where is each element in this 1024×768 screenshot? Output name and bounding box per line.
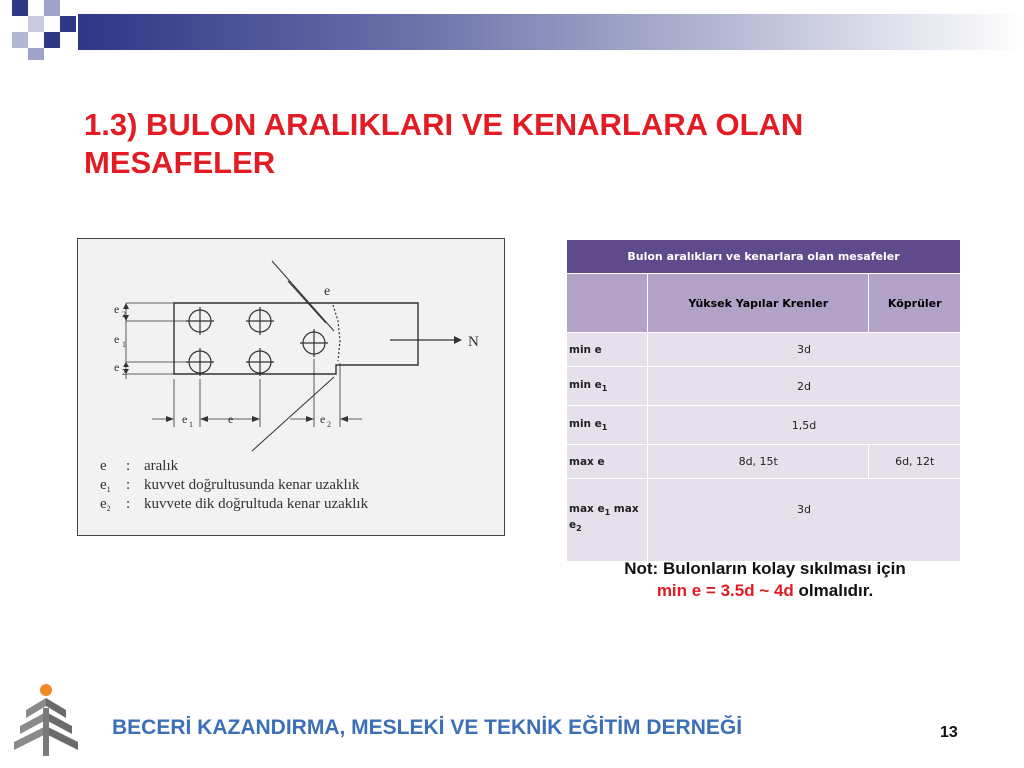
table-row: min e 3d: [567, 333, 961, 367]
diag-e-label: e: [324, 284, 331, 299]
banner-square: [28, 48, 44, 60]
figure-legend: [100, 457, 368, 514]
table-caption: Bulon aralıkları ve kenarlara olan mesafeler: [567, 240, 961, 274]
page-number: 13: [940, 724, 958, 741]
force-arrowhead: [454, 336, 462, 344]
banner-square: [60, 16, 76, 32]
dim-e2-top: e: [114, 302, 120, 316]
table-header-empty: [567, 274, 648, 333]
banner-gradient-bar: [78, 14, 1024, 50]
dim-e1-bottom: e: [182, 412, 188, 426]
top-banner: [0, 0, 1024, 62]
footer-organization: BECERİ KAZANDIRMA, MESLEKİ VE TEKNİK EĞİTİM DERNEĞİ: [112, 716, 743, 739]
dim-e1-left: e: [114, 332, 120, 346]
note-line-2: min e = 3.5d ~ 4d olmalıdır.: [656, 581, 874, 600]
banner-square: [12, 32, 28, 48]
slide-title: [84, 106, 944, 182]
legend-row: $e_1$ : kuvvet doğrultusunda kenar uzaklık: [100, 477, 360, 494]
table-row: $\min e_1$ 1,5d: [567, 406, 961, 445]
spacing-table: [566, 239, 961, 562]
bolt-spacing-figure: [77, 238, 505, 536]
banner-square: [12, 0, 28, 16]
svg-text:1: 1: [122, 340, 126, 349]
table-row: $\max e_1$ max $e_2$ 3d: [567, 479, 961, 562]
association-logo-icon: [8, 682, 84, 763]
banner-square: [28, 16, 44, 32]
note-line-1: Not: Bulonların kolay sıkılması için: [624, 559, 906, 578]
cut-edge-dotted: [333, 305, 340, 361]
svg-text:1: 1: [189, 420, 193, 429]
legend-row: e : aralık: [100, 458, 179, 474]
title-line-2: MESAFELER: [84, 145, 276, 180]
table-header-bridges: Köprüler: [869, 274, 961, 333]
svg-text:2: 2: [122, 310, 126, 319]
bolt-holes: [186, 307, 328, 376]
legend-row: $e_2$ : kuvvete dik doğrultuda kenar uzaklık: [100, 496, 369, 513]
diag-dimension: [288, 281, 326, 323]
tightening-note: [580, 558, 950, 602]
svg-text:2: 2: [327, 420, 331, 429]
banner-square: [44, 0, 60, 16]
dim-e2-bottom: e: [114, 360, 120, 374]
force-label: N: [468, 334, 479, 350]
table-row: $\min e_1$ 2d: [567, 367, 961, 406]
banner-square: [44, 32, 60, 48]
table-header-buildings: Yüksek Yapılar Krenler: [648, 274, 869, 333]
dim-e2-right: e: [320, 412, 326, 426]
table-row: max e 8d, 15t 6d, 12t: [567, 445, 961, 479]
title-line-1: 1.3) BULON ARALIKLARI VE KENARLARA OLAN: [84, 107, 804, 142]
svg-text:2: 2: [122, 368, 126, 377]
dim-e-bottom: e: [228, 412, 234, 426]
